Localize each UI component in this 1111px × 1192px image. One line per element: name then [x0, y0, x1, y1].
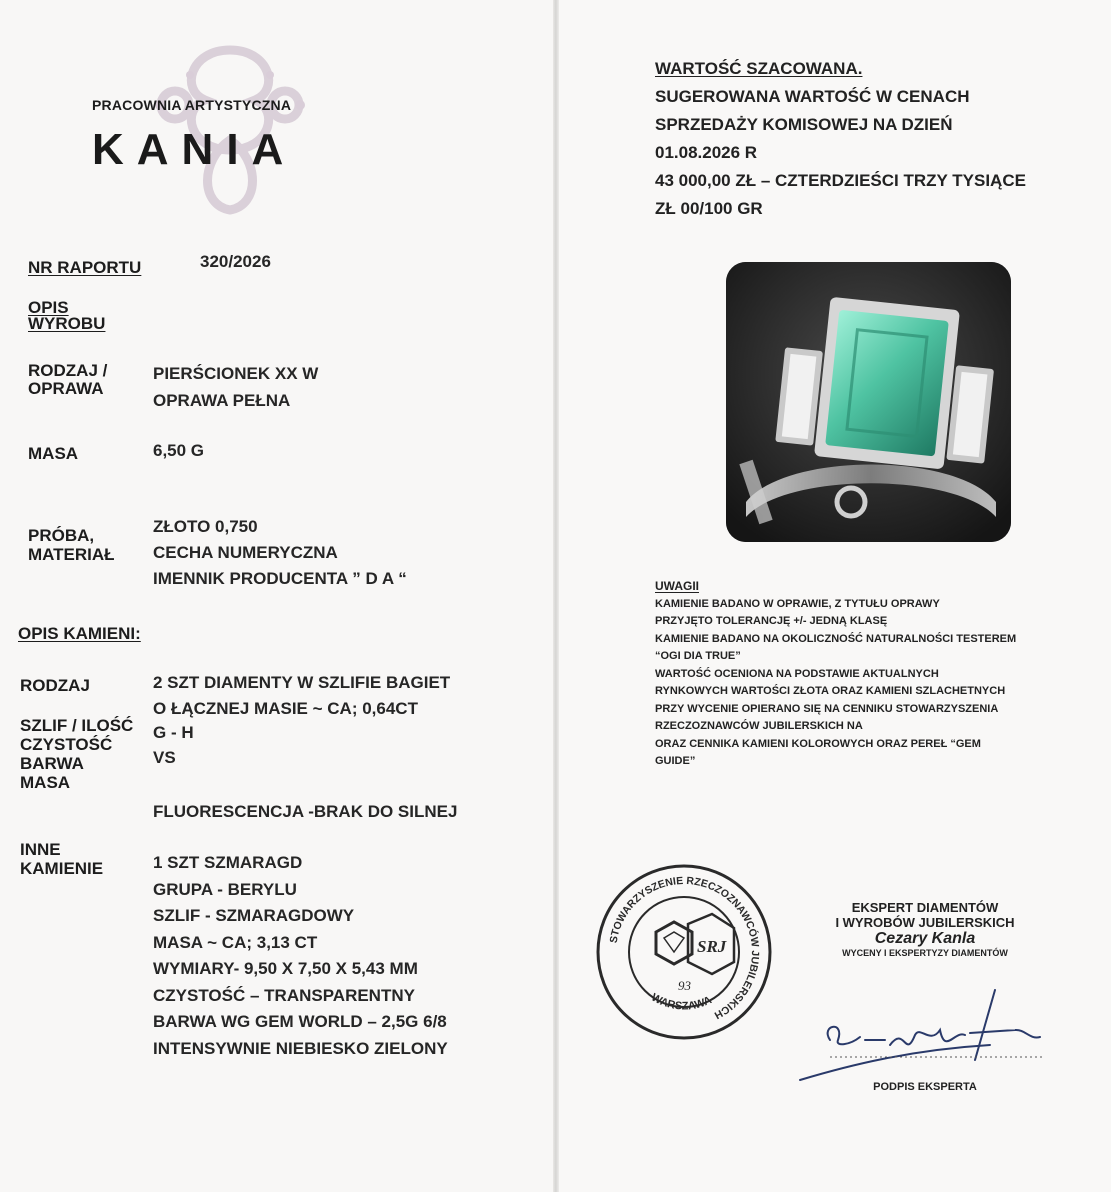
other-stone-line: 1 SZT SZMARAGD: [153, 853, 303, 872]
expert-title: EKSPERT DIAMENTÓW: [851, 900, 999, 915]
valuation-line: 01.08.2026 R: [655, 143, 758, 162]
expert-subtitle: WYCENY I EKSPERTYZY DIAMENTÓW: [842, 948, 1008, 958]
notes-block: [655, 578, 1016, 771]
page-fold: [553, 0, 559, 1192]
report-number-value: 320/2026: [200, 252, 271, 271]
stone-kind-line: O ŁĄCZNEJ MASIE ~ CA; 0,64CT: [153, 699, 418, 718]
other-stones-label: INNE KAMIENIE: [20, 840, 104, 878]
stone-kind-value: [153, 670, 450, 772]
assay-label: PRÓBA, MATERIAŁ: [28, 526, 115, 564]
stone-kind-label: RODZAJ: [20, 676, 90, 695]
logo: [70, 30, 370, 230]
logo-main-text: KANIA: [92, 125, 297, 174]
valuation-line: 43 000,00 ZŁ – CZTERDZIEŚCI TRZY TYSIĄCE: [655, 171, 1026, 190]
other-stones-value: [153, 850, 448, 1062]
assay-value-line: IMENNIK PRODUCENTA ” D A “: [153, 569, 407, 588]
valuation-heading: WARTOŚĆ SZACOWANA.: [655, 59, 863, 78]
note-line: “OGI DIA TRUE”: [655, 650, 741, 662]
note-line: ORAZ CENNIKA KAMIENI KOLOROWYCH ORAZ PEREŁ “GEM: [655, 737, 981, 750]
assay-value-line: ZŁOTO 0,750: [153, 517, 258, 536]
other-stone-line: INTENSYWNIE NIEBIESKO ZIELONY: [153, 1038, 448, 1058]
stamp-initials: SRJ: [697, 937, 727, 956]
note-line: KAMIENIE BADANO NA OKOLICZNOŚĆ NATURALNOŚCI TESTEREM: [655, 632, 1017, 645]
report-number-label: NR RAPORTU: [28, 258, 142, 277]
stone-kind-line: G - H: [153, 723, 194, 742]
note-line: KAMIENIE BADANO W OPRAWIE, Z TYTUŁU OPRAWY: [655, 597, 940, 610]
signature-caption: PODPIS EKSPERTA: [873, 1081, 977, 1093]
assay-value: [153, 514, 407, 592]
svg-text:WARSZAWA: [649, 992, 713, 1013]
note-line: GUIDE”: [655, 755, 696, 767]
logo-top-text: PRACOWNIA ARTYSTYCZNA: [92, 97, 292, 113]
ring-image: [726, 262, 1011, 542]
valuation-block: [655, 55, 1026, 223]
stamp-ring-text: STOWARZYSZENIE RZECZOZNAWCÓW JUBILERSKICH: [607, 874, 762, 1022]
stone-attributes-label: SZLIF / ILOŚĆ CZYSTOŚĆ BARWA MASA: [20, 716, 134, 792]
fluorescence-value: FLUORESCENCJA -BRAK DO SILNEJ: [153, 802, 458, 821]
other-stone-line: BARWA WG GEM WORLD – 2,5G 6/8: [153, 1012, 447, 1031]
stamp-seal-icon: [594, 862, 774, 1042]
other-stone-line: SZLIF - SZMARAGDOWY: [153, 906, 355, 925]
signature-scribble-icon: [790, 985, 1050, 1085]
other-stone-line: WYMIARY- 9,50 X 7,50 X 5,43 MM: [153, 959, 418, 978]
type-label: RODZAJ / OPRAWA: [28, 361, 108, 398]
stamp-year: 93: [678, 978, 691, 993]
type-value-line: OPRAWA PEŁNA: [153, 391, 291, 410]
other-stone-line: CZYSTOŚĆ – TRANSPARENTNY: [153, 985, 415, 1005]
note-line: PRZYJĘTO TOLERANCJĘ +/- JEDNĄ KLASĘ: [655, 615, 888, 627]
expert-title-2: I WYROBÓW JUBILERSKICH: [835, 915, 1015, 930]
item-description-heading: OPIS WYROBU: [28, 298, 106, 333]
stone-kind-line: VS: [153, 748, 176, 767]
type-value-line: PIERŚCIONEK XX W: [153, 364, 319, 383]
note-line: WARTOŚĆ OCENIONA NA PODSTAWIE AKTUALNYCH: [655, 667, 939, 680]
mass-value: 6,50 G: [153, 441, 205, 460]
ring-photo: [726, 262, 1011, 542]
association-stamp: [594, 862, 774, 1042]
other-stone-line: GRUPA - BERYLU: [153, 879, 297, 899]
note-line: RZECZOZNAWCÓW JUBILERSKICH NA: [655, 720, 863, 732]
type-value: [153, 360, 318, 414]
expert-name: Cezary Kanla: [874, 930, 976, 947]
valuation-line: SPRZEDAŻY KOMISOWEJ NA DZIEŃ: [655, 115, 953, 134]
stones-heading: OPIS KAMIENI:: [18, 624, 141, 643]
assay-value-line: CECHA NUMERYCZNA: [153, 543, 338, 562]
other-stone-line: MASA ~ CA; 3,13 CT: [153, 932, 318, 952]
signature: [790, 985, 1050, 1085]
mass-label: MASA: [28, 444, 79, 463]
note-line: RYNKOWYCH WARTOŚCI ZŁOTA ORAZ KAMIENI SZLACHETNYCH: [655, 685, 1006, 697]
stamp-bottom-text: WARSZAWA: [649, 991, 714, 1013]
valuation-line: ZŁ 00/100 GR: [655, 199, 763, 218]
notes-heading: UWAGII: [655, 579, 699, 593]
stone-kind-line: 2 SZT DIAMENTY W SZLIFIE BAGIET: [153, 673, 451, 692]
valuation-line: SUGEROWANA WARTOŚĆ W CENACH: [655, 87, 970, 106]
expert-block: [800, 900, 1050, 958]
note-line: PRZY WYCENIE OPIERANO SIĘ NA CENNIKU STOWARZYSZENIA: [655, 702, 999, 715]
